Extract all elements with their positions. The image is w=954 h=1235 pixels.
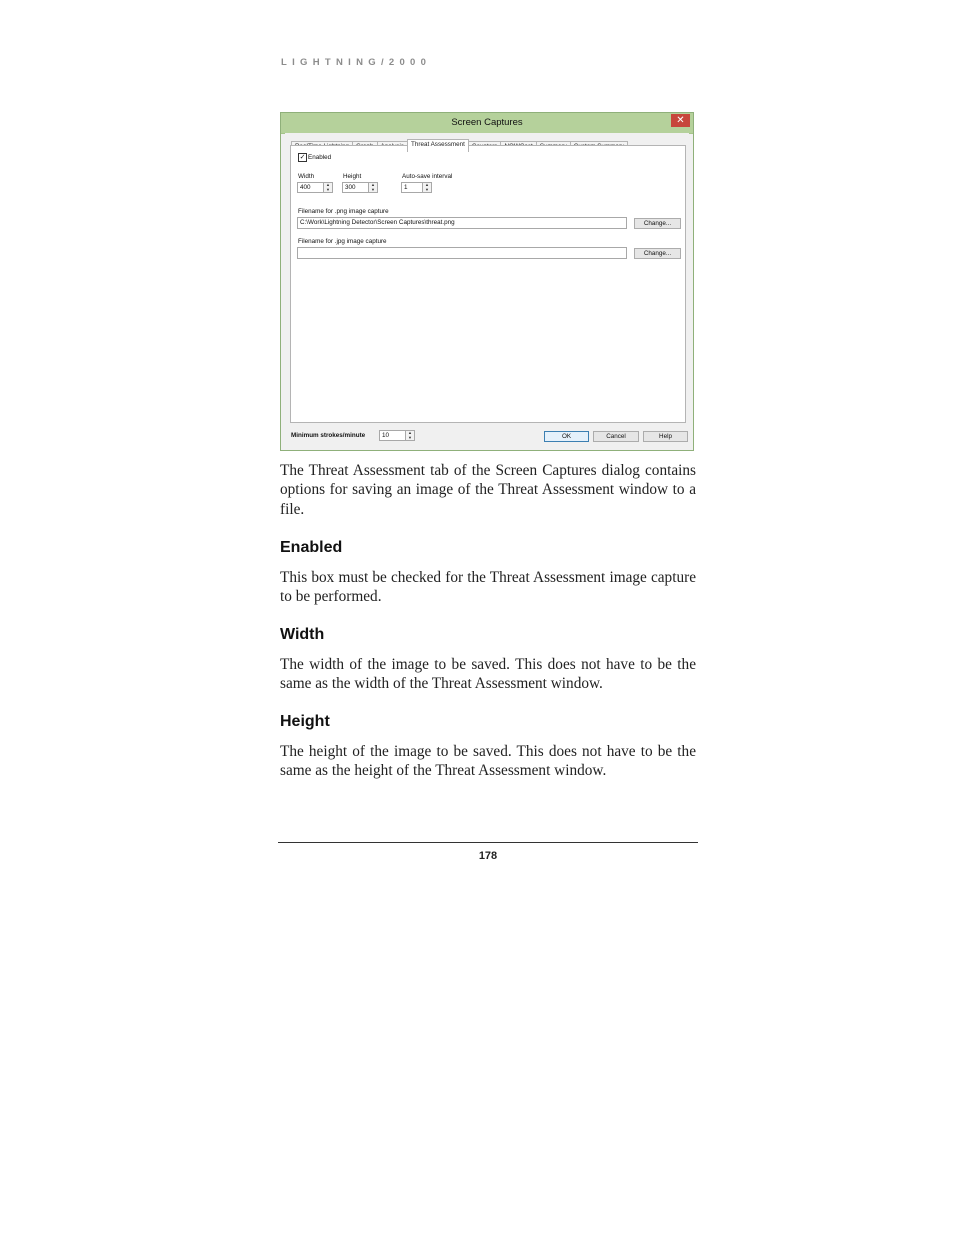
- height-paragraph: The height of the image to be saved. This does not have to be the same as the height of the Threat Assessment window.: [280, 743, 696, 780]
- png-filename-label: Filename for .png image capture: [298, 208, 389, 215]
- tab-threat-assessment[interactable]: Threat Assessment: [407, 139, 469, 152]
- height-label: Height: [343, 173, 362, 180]
- heading-width: Width: [280, 626, 325, 643]
- width-paragraph: The width of the image to be saved. This does not have to be the same as the width of the Threat Assessment window.: [280, 656, 696, 693]
- ok-button[interactable]: OK: [544, 431, 589, 442]
- dialog-body: [285, 133, 689, 446]
- min-strokes-label: Minimum strokes/minute: [291, 432, 366, 439]
- spin-arrows-icon[interactable]: ▲ ▼: [422, 183, 431, 192]
- height-stepper[interactable]: [342, 182, 378, 193]
- help-button[interactable]: Help: [643, 431, 688, 442]
- heading-height: Height: [280, 713, 330, 730]
- autosave-label: Auto-save interval: [402, 173, 453, 180]
- intro-paragraph: The Threat Assessment tab of the Screen Captures dialog contains options for saving an image of the Threat Assessment window to a file.: [280, 462, 696, 518]
- min-strokes-value: 10: [382, 432, 390, 439]
- spin-arrows-icon[interactable]: ▲ ▼: [368, 183, 377, 192]
- heading-enabled: Enabled: [280, 539, 343, 556]
- autosave-stepper[interactable]: [401, 182, 432, 193]
- screen-captures-dialog: [280, 112, 694, 451]
- png-change-button[interactable]: Change...: [634, 218, 681, 229]
- enabled-label: Enabled: [308, 154, 332, 161]
- close-icon: ✕: [676, 115, 685, 126]
- min-strokes-stepper[interactable]: [379, 430, 415, 441]
- width-value: 400: [300, 184, 311, 191]
- enabled-checkbox[interactable]: [298, 153, 307, 162]
- jpg-filename-input[interactable]: [297, 247, 627, 259]
- running-head: LIGHTNING/2000: [281, 57, 432, 68]
- spin-arrows-icon[interactable]: ▲ ▼: [405, 431, 414, 440]
- width-stepper[interactable]: [297, 182, 333, 193]
- threat-assessment-panel: [290, 145, 686, 423]
- close-button[interactable]: [671, 114, 690, 127]
- enabled-paragraph: This box must be checked for the Threat Assessment image capture to be performed.: [280, 569, 696, 606]
- png-filename-input[interactable]: [297, 217, 627, 229]
- page-number: 178: [478, 850, 498, 862]
- dialog-title: Screen Captures: [451, 117, 523, 128]
- spin-arrows-icon[interactable]: ▲ ▼: [323, 183, 332, 192]
- footer-rule: [278, 842, 698, 843]
- autosave-value: 1: [404, 184, 408, 191]
- png-filename-value: C:\Work\Lightning Detector\Screen Captures\threat.png: [300, 219, 455, 226]
- height-value: 300: [345, 184, 356, 191]
- cancel-button[interactable]: Cancel: [593, 431, 639, 442]
- dialog-titlebar[interactable]: [281, 113, 693, 134]
- jpg-change-button[interactable]: Change...: [634, 248, 681, 259]
- jpg-filename-label: Filename for .jpg image capture: [298, 238, 387, 245]
- check-icon: ✓: [299, 154, 306, 161]
- width-label: Width: [298, 173, 315, 180]
